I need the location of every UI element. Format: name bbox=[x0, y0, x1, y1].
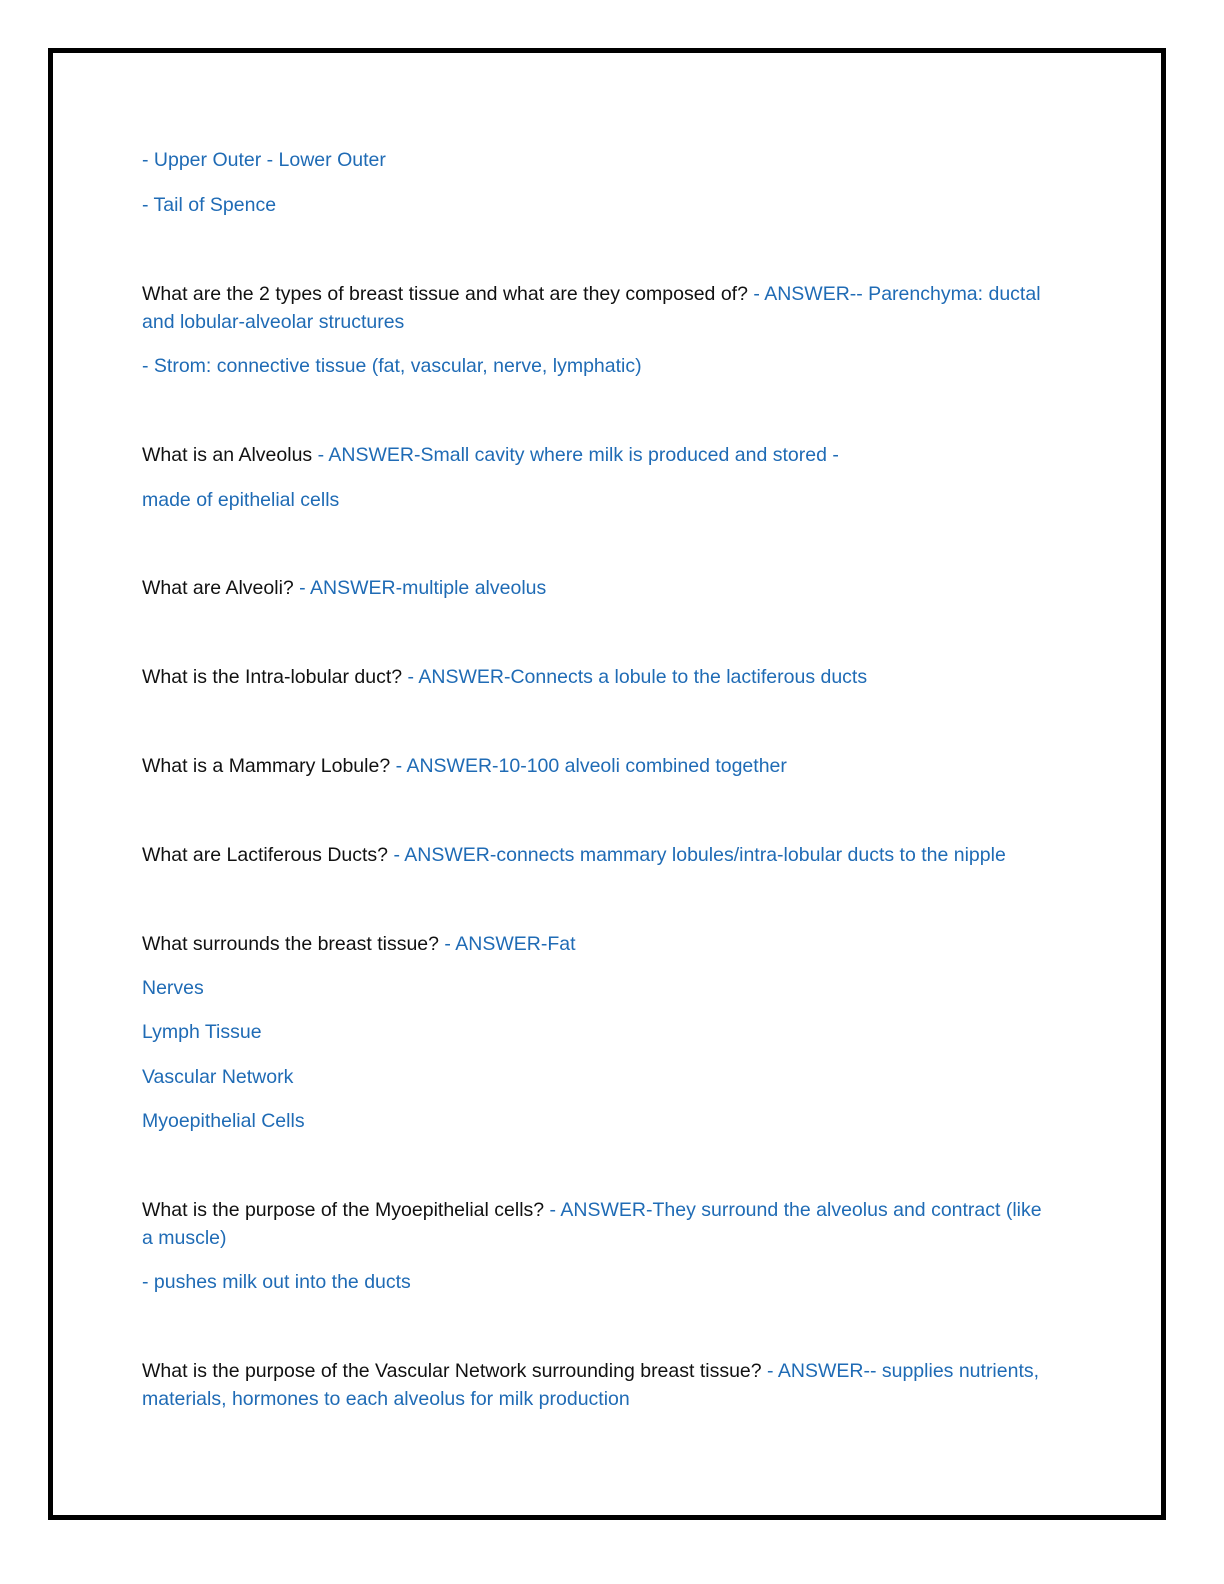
text-line: Myoepithelial Cells bbox=[142, 1110, 305, 1132]
text-line: Lymph Tissue bbox=[142, 1021, 262, 1043]
qa-question-line: What is the purpose of the Myoepithelial cells? - ANSWER-They surround the alveolus and contract (like bbox=[142, 1199, 1042, 1221]
qa-question-line: What surrounds the breast tissue? - ANSWER-Fat bbox=[142, 933, 576, 955]
text-line: made of epithelial cells bbox=[142, 489, 340, 511]
text-line: and lobular-alveolar structures bbox=[142, 311, 405, 333]
qa-question-line: What are Lactiferous Ducts? - ANSWER-connects mammary lobules/intra-lobular ducts to the nipple bbox=[142, 844, 1006, 866]
page-border bbox=[48, 48, 1166, 1520]
text-line: a muscle) bbox=[142, 1227, 227, 1249]
qa-question-line: What are the 2 types of breast tissue and what are they composed of? - ANSWER-- Parenchyma: ductal bbox=[142, 283, 1041, 305]
text-line: materials, hormones to each alveolus for milk production bbox=[142, 1388, 630, 1410]
text-line: - Tail of Spence bbox=[142, 194, 277, 216]
qa-question-line: What is the purpose of the Vascular Network surrounding breast tissue? - ANSWER-- supplies nutrients, bbox=[142, 1360, 1040, 1382]
qa-question-line: What is a Mammary Lobule? - ANSWER-10-100 alveoli combined together bbox=[142, 755, 787, 777]
qa-question-line: What are Alveoli? - ANSWER-multiple alveolus bbox=[142, 577, 547, 599]
qa-question-line: What is the Intra-lobular duct? - ANSWER-Connects a lobule to the lactiferous ducts bbox=[142, 666, 868, 688]
text-line: Vascular Network bbox=[142, 1066, 294, 1088]
text-line: Nerves bbox=[142, 977, 204, 999]
text-line: - Strom: connective tissue (fat, vascular, nerve, lymphatic) bbox=[142, 355, 642, 377]
text-line: - Upper Outer - Lower Outer bbox=[142, 149, 386, 171]
text-line: - pushes milk out into the ducts bbox=[142, 1271, 411, 1293]
qa-question-line: What is an Alveolus - ANSWER-Small cavity where milk is produced and stored - bbox=[142, 444, 839, 466]
